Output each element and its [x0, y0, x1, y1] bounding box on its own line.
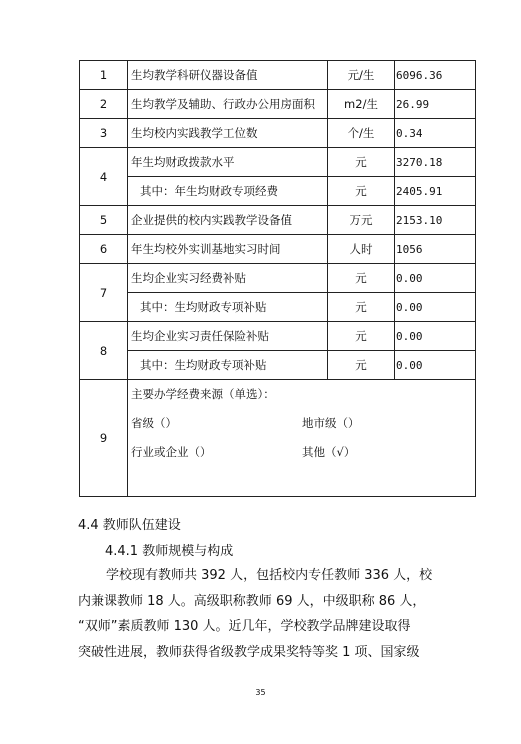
row-value: 2405.91: [395, 177, 476, 206]
row-value: 0.00: [395, 351, 476, 380]
row-value: 0.00: [395, 322, 476, 351]
row-item: 生均企业实习经费补贴: [128, 264, 328, 293]
row-unit: 万元: [328, 206, 395, 235]
paragraph-line: 内兼课教师 18 人。高级职称教师 69 人，中级职称 86 人，: [78, 593, 426, 609]
row-number: 3: [80, 119, 128, 148]
table-row: [80, 206, 476, 235]
row-unit: 元: [328, 351, 395, 380]
row-item: 生均校内实践教学工位数: [128, 119, 328, 148]
row-number: 6: [80, 235, 128, 264]
row-unit: 元: [328, 322, 395, 351]
paragraph-line: 学校现有教师共 392 人，包括校内专任教师 336 人，校: [106, 568, 433, 583]
row-value: 0.00: [395, 293, 476, 322]
table-row-funding-source: [80, 380, 476, 497]
table-row: [80, 90, 476, 119]
row-item: 生均企业实习责任保险补贴: [128, 322, 328, 351]
row-unit: 元: [328, 177, 395, 206]
row-unit: 元: [328, 293, 395, 322]
table-row: [80, 148, 476, 177]
row-number: 2: [80, 90, 128, 119]
row-number: 1: [80, 61, 128, 90]
row-number: 7: [80, 264, 128, 322]
row-item: 企业提供的校内实践教学设备值: [128, 206, 328, 235]
funding-source-title: 主要办学经费来源（单选）：: [131, 387, 275, 401]
option-industry: 行业或企业（）: [131, 445, 212, 459]
row-unit: 元/生: [328, 61, 395, 90]
body-paragraph: [78, 563, 450, 665]
row-item: 年生均校外实训基地实习时间: [128, 235, 328, 264]
table-row: [80, 293, 476, 322]
table-row: [80, 177, 476, 206]
row-value: 3270.18: [395, 148, 476, 177]
row-value: 0.00: [395, 264, 476, 293]
row-item: 其中：年生均财政专项经费: [128, 177, 328, 206]
row-unit: 个/生: [328, 119, 395, 148]
funding-option-row: [128, 438, 475, 467]
funding-source-cell: [128, 380, 476, 497]
row-unit: 元: [328, 148, 395, 177]
option-municipal: 地市级（）: [302, 416, 360, 430]
row-item: 生均教学科研仪器设备值: [128, 61, 328, 90]
page-number: 35: [255, 688, 266, 697]
paragraph-line: 突破性进展，教师获得省级教学成果奖特等奖 1 项、国家级: [78, 644, 420, 660]
funding-option-row: [128, 409, 475, 438]
row-number: 4: [80, 148, 128, 206]
row-item: 其中：生均财政专项补贴: [128, 351, 328, 380]
table-row: [80, 61, 476, 90]
row-value: 2153.10: [395, 206, 476, 235]
section-heading: 4.4 教师队伍建设: [78, 518, 181, 533]
row-value: 6096.36: [395, 61, 476, 90]
row-number: 8: [80, 322, 128, 380]
row-item: 其中：生均财政专项补贴: [128, 293, 328, 322]
row-item: 生均教学及辅助、行政办公用房面积: [128, 90, 328, 119]
option-provincial: 省级（）: [131, 416, 177, 430]
data-table: [79, 60, 476, 497]
row-unit: 人时: [328, 235, 395, 264]
row-number: 9: [80, 380, 128, 497]
row-unit: m2/生: [328, 90, 395, 119]
table-row: [80, 322, 476, 351]
row-number: 5: [80, 206, 128, 235]
row-value: 26.99: [395, 90, 476, 119]
option-other: 其他（√）: [302, 445, 356, 459]
row-unit: 元: [328, 264, 395, 293]
table-row: [80, 235, 476, 264]
row-item: 年生均财政拨款水平: [128, 148, 328, 177]
row-value: 0.34: [395, 119, 476, 148]
subsection-heading: 4.4.1 教师规模与构成: [105, 544, 234, 559]
table-row: [80, 119, 476, 148]
paragraph-line: “双师”素质教师 130 人。近几年，学校教学品牌建设取得: [78, 619, 411, 634]
table-row: [80, 351, 476, 380]
row-value: 1056: [395, 235, 476, 264]
table-row: [80, 264, 476, 293]
